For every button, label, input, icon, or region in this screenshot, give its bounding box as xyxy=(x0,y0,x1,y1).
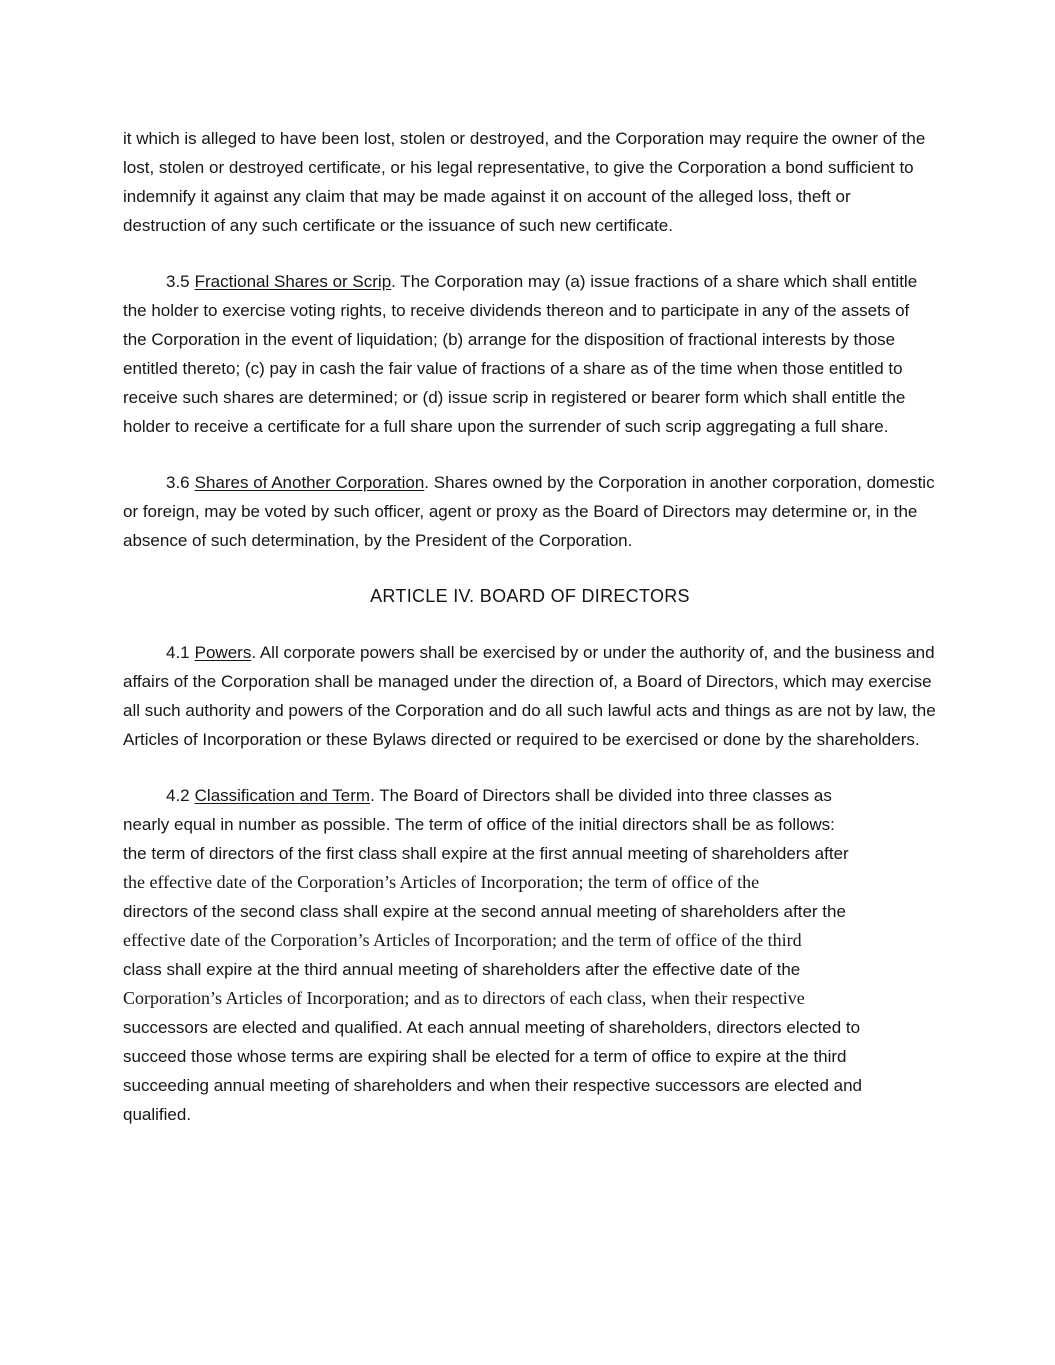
section-number: 4.1 xyxy=(166,643,190,662)
section-body: . The Corporation may (a) issue fractions of a share which shall entitle the holder to exercise voting rights, to receive dividends thereon and to participate in any of the assets of the Corporation in the event of liquidation; (b) arrange for the disposition of fractional interests by those entitled thereto; (c) pay in cash the fair value of fractions of a share as of the time when those entitled to receive such shares are determined; or (d) issue scrip in registered or bearer form which shall entitle the holder to receive a certificate for a full share upon the surrender of such scrip aggregating a full share. xyxy=(123,272,918,436)
article-heading: ARTICLE IV. BOARD OF DIRECTORS xyxy=(370,586,690,606)
section-number: 3.6 xyxy=(166,473,190,492)
section-title: Powers xyxy=(194,643,252,662)
section-body: . All corporate powers shall be exercised by or under the authority of, and the business and affairs of the Corporation shall be managed under the direction of, a Board of Directors, which may exercise all such authority and powers of the Corporation and do all such lawful acts and things as are not by law, the Articles of Incorporation or these Bylaws directed or required to be exercised or done by the shareholders. xyxy=(123,643,936,749)
paragraph-4-2 xyxy=(123,781,937,1129)
paragraph-continuation xyxy=(123,124,937,240)
document-text-block xyxy=(123,124,937,1129)
text-line: effective date of the Corporation’s Articles of Incorporation; and the term of office of the third xyxy=(123,930,802,950)
section-body: . The Board of Directors shall be divided into three classes as xyxy=(370,786,832,805)
text-line: succeeding annual meeting of shareholders and when their respective successors are elected and xyxy=(123,1076,863,1095)
text-line: the effective date of the Corporation’s Articles of Incorporation; the term of office of the xyxy=(123,872,760,892)
text-line: Corporation’s Articles of Incorporation; and as to directors of each class, when their respective xyxy=(123,988,805,1008)
section-body: . Shares owned by the Corporation in another corporation, domestic or foreign, may be voted by such officer, agent or proxy as the Board of Directors may determine or, in the absence of such determination, by the President of the Corporation. xyxy=(123,473,935,550)
text-line: directors of the second class shall expire at the second annual meeting of shareholders after the xyxy=(123,902,846,921)
paragraph-4-1 xyxy=(123,638,937,754)
text-line: successors are elected and qualified. At each annual meeting of shareholders, directors elected to xyxy=(123,1018,861,1037)
text-line: class shall expire at the third annual meeting of shareholders after the effective date of the xyxy=(123,960,801,979)
paragraph-3-5 xyxy=(123,267,937,441)
text-line: nearly equal in number as possible. The term of office of the initial directors shall be as follows: xyxy=(123,815,835,834)
section-title: Classification and Term xyxy=(194,786,371,805)
section-number: 3.5 xyxy=(166,272,190,291)
text-line: qualified. xyxy=(123,1105,192,1124)
section-title: Fractional Shares or Scrip xyxy=(194,272,392,291)
text-line: the term of directors of the first class shall expire at the first annual meeting of shareholders after xyxy=(123,844,849,863)
section-title: Shares of Another Corporation xyxy=(194,473,425,492)
section-number: 4.2 xyxy=(166,786,190,805)
text-line: succeed those whose terms are expiring shall be elected for a term of office to expire at the third xyxy=(123,1047,847,1066)
paragraph-3-6 xyxy=(123,468,937,555)
paragraph-body: it which is alleged to have been lost, stolen or destroyed, and the Corporation may require the owner of the lost, stolen or destroyed certificate, or his legal representative, to give the Corporation a bond sufficient to indemnify it against any claim that may be made against it on account of the alleged loss, theft or destruction of any such certificate or the issuance of such new certificate. xyxy=(123,129,926,235)
